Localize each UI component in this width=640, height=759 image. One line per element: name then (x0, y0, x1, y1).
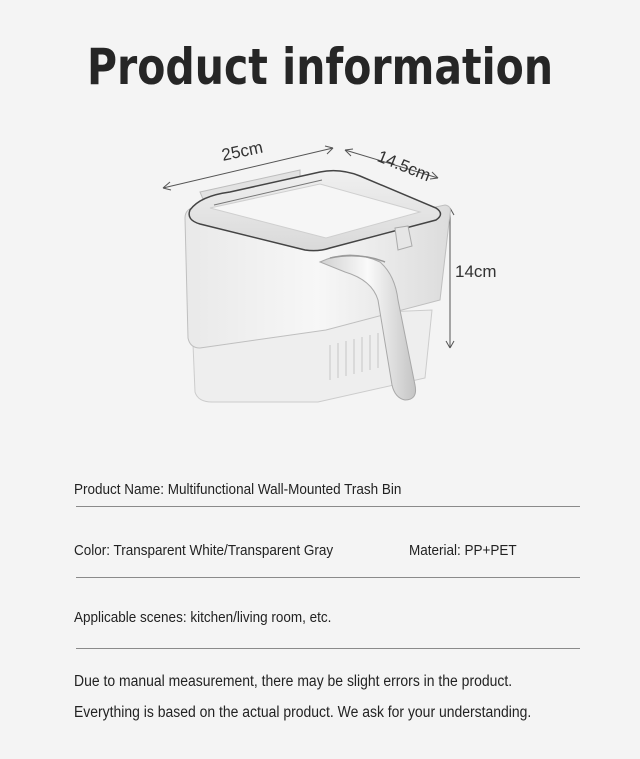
product-name: Product Name: Multifunctional Wall-Mounted Trash Bin (74, 481, 402, 498)
divider (76, 506, 580, 507)
page-title: Product information (86, 38, 554, 96)
height-dimension-label: 14cm (455, 262, 497, 281)
depth-dimension-label: 14.5cm (374, 146, 434, 186)
product-material: Material: PP+PET (409, 542, 517, 559)
divider (76, 648, 580, 649)
measurement-note-line-1: Due to manual measurement, there may be slight errors in the product. (74, 673, 513, 690)
divider (76, 577, 580, 578)
width-dimension-label: 25cm (219, 137, 265, 165)
applicable-scenes: Applicable scenes: kitchen/living room, etc. (74, 609, 332, 626)
product-color: Color: Transparent White/Transparent Gray (74, 542, 334, 559)
measurement-note-line-2: Everything is based on the actual product. We ask for your understanding. (74, 704, 532, 721)
